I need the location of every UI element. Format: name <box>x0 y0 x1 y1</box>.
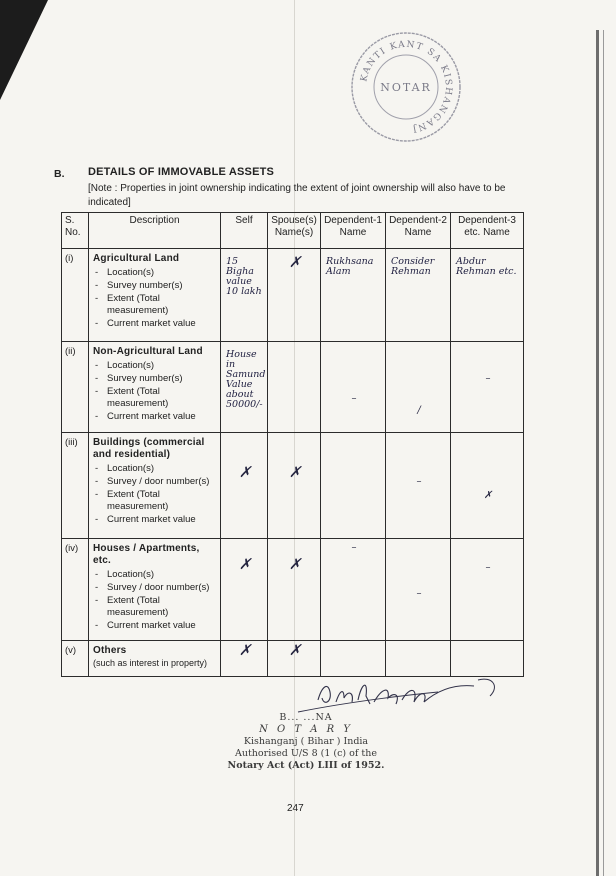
list-item: - Extent (Total measurement) <box>93 595 216 619</box>
dash-mark: – <box>485 562 491 573</box>
dep2-handwritten <box>386 342 451 433</box>
header-spouse: Spouse(s) Name(s) <box>268 213 321 249</box>
header-dependent-1: Dependent-1 Name <box>321 213 386 249</box>
row-sno: (iii) <box>62 433 89 539</box>
dash-mark: – <box>485 373 491 384</box>
list-item: - Current market value <box>93 514 216 526</box>
list-item: - Current market value <box>93 318 216 330</box>
seal-ring-text: KANTI KANT SA KISHANGANJ <box>359 39 454 134</box>
row-category: Agricultural Land <box>93 253 180 264</box>
dep3-handwritten <box>451 433 524 539</box>
dash-mark: – <box>416 588 422 599</box>
cross-mark: ✗ <box>238 463 252 481</box>
notary-title: N O T A R Y <box>259 724 353 735</box>
spouse-handwritten <box>268 342 321 433</box>
dash-mark: – <box>351 393 357 404</box>
spouse-handwritten <box>268 249 321 342</box>
dep1-handwritten <box>321 539 386 641</box>
row-description <box>89 249 221 342</box>
table-row <box>62 539 524 641</box>
row-sno: (ii) <box>62 342 89 433</box>
cross-mark: ✗ <box>288 641 302 659</box>
self-handwritten <box>221 249 268 342</box>
notary-act: Notary Act (Act) LIII of 1952. <box>227 760 385 771</box>
row-category: Buildings (commercial and residential) <box>93 437 205 460</box>
slash-mark: / <box>417 405 421 416</box>
list-item: - Location(s) <box>93 569 216 581</box>
cross-mark: ✗ <box>288 463 302 481</box>
row-items <box>93 267 216 330</box>
page-number: 247 <box>287 803 304 814</box>
cross-mark: ✗ <box>483 490 493 501</box>
section-note: [Note : Properties in joint ownership indicating the extent of joint ownership will also have to be indicated] <box>88 183 506 208</box>
list-item: - Extent (Total measurement) <box>93 293 216 317</box>
list-item: - Location(s) <box>93 463 216 475</box>
spouse-handwritten <box>268 433 321 539</box>
dep1-handwritten <box>321 342 386 433</box>
dep3-handwritten <box>451 342 524 433</box>
header-dependent-2: Dependent-2 Name <box>386 213 451 249</box>
list-item: - Location(s) <box>93 360 216 372</box>
list-item: - Current market value <box>93 411 216 423</box>
list-item: - Survey / door number(s) <box>93 582 216 594</box>
self-handwritten <box>221 342 268 433</box>
immovable-assets-table <box>61 212 524 677</box>
list-item: - Location(s) <box>93 267 216 279</box>
header-self: Self <box>221 213 268 249</box>
notary-stamp <box>206 712 406 772</box>
row-category: Houses / Apartments, etc. <box>93 543 200 566</box>
section-letter: B. <box>54 168 65 180</box>
row-items <box>93 360 216 423</box>
cross-mark: ✗ <box>288 555 302 573</box>
section-title: DETAILS OF IMMOVABLE ASSETS <box>88 166 275 178</box>
list-item: - Extent (Total measurement) <box>93 386 216 410</box>
table-row <box>62 433 524 539</box>
self-handwritten <box>221 539 268 641</box>
row-description <box>89 342 221 433</box>
handwritten-note: Consider Rehman <box>391 256 435 277</box>
cross-mark: ✗ <box>288 253 302 271</box>
handwritten-note: 15 Bigha value 10 lakh <box>226 256 262 297</box>
notary-seal <box>347 28 465 146</box>
row-sno: (iv) <box>62 539 89 641</box>
cross-mark: ✗ <box>238 641 252 659</box>
dash-mark: – <box>416 476 422 487</box>
header-sno: S. No. <box>62 213 89 249</box>
dep2-handwritten <box>386 539 451 641</box>
row-sno: (v) <box>62 641 89 677</box>
notary-place: Kishanganj ( Bihar ) India <box>243 736 369 747</box>
dash-mark: – <box>351 542 357 553</box>
dark-corner-shadow <box>0 0 48 100</box>
seal-stamp-icon <box>347 28 465 146</box>
dep3-handwritten <box>451 539 524 641</box>
table-row <box>62 342 524 433</box>
row-subcategory: (such as interest in property) <box>93 658 208 668</box>
list-item: - Extent (Total measurement) <box>93 489 216 513</box>
dep3-handwritten <box>451 249 524 342</box>
dep1-handwritten <box>321 433 386 539</box>
row-description <box>89 539 221 641</box>
self-handwritten <box>221 641 268 677</box>
row-category: Others <box>93 645 127 656</box>
list-item: - Survey number(s) <box>93 280 216 292</box>
handwritten-note: Abdur Rehman etc. <box>456 256 517 277</box>
row-description <box>89 433 221 539</box>
header-dependent-3: Dependent-3 etc. Name <box>451 213 524 249</box>
cross-mark: ✗ <box>238 555 252 573</box>
seal-center-text: NOTAR <box>380 81 432 94</box>
list-item: - Survey number(s) <box>93 373 216 385</box>
page-edge-shadow <box>596 30 599 876</box>
row-description <box>89 641 221 677</box>
page-edge-line <box>603 30 604 876</box>
spouse-handwritten <box>268 539 321 641</box>
table-row <box>62 249 524 342</box>
table-header-row <box>62 213 524 249</box>
row-items <box>93 463 216 526</box>
handwritten-note: Rukhsana Alam <box>326 256 374 277</box>
notary-name: B... ...NA <box>279 712 333 723</box>
notary-authorised: Authorised U/S 8 (1 (c) of the <box>235 748 377 759</box>
dep2-handwritten <box>386 433 451 539</box>
self-handwritten <box>221 433 268 539</box>
header-description: Description <box>89 213 221 249</box>
list-item: - Survey / door number(s) <box>93 476 216 488</box>
handwritten-note: House in Samund Value about 50000/- <box>226 349 266 410</box>
row-sno: (i) <box>62 249 89 342</box>
list-item: - Current market value <box>93 620 216 632</box>
dep1-handwritten <box>321 249 386 342</box>
row-category: Non-Agricultural Land <box>93 346 203 357</box>
dep2-handwritten <box>386 249 451 342</box>
row-items <box>93 569 216 632</box>
